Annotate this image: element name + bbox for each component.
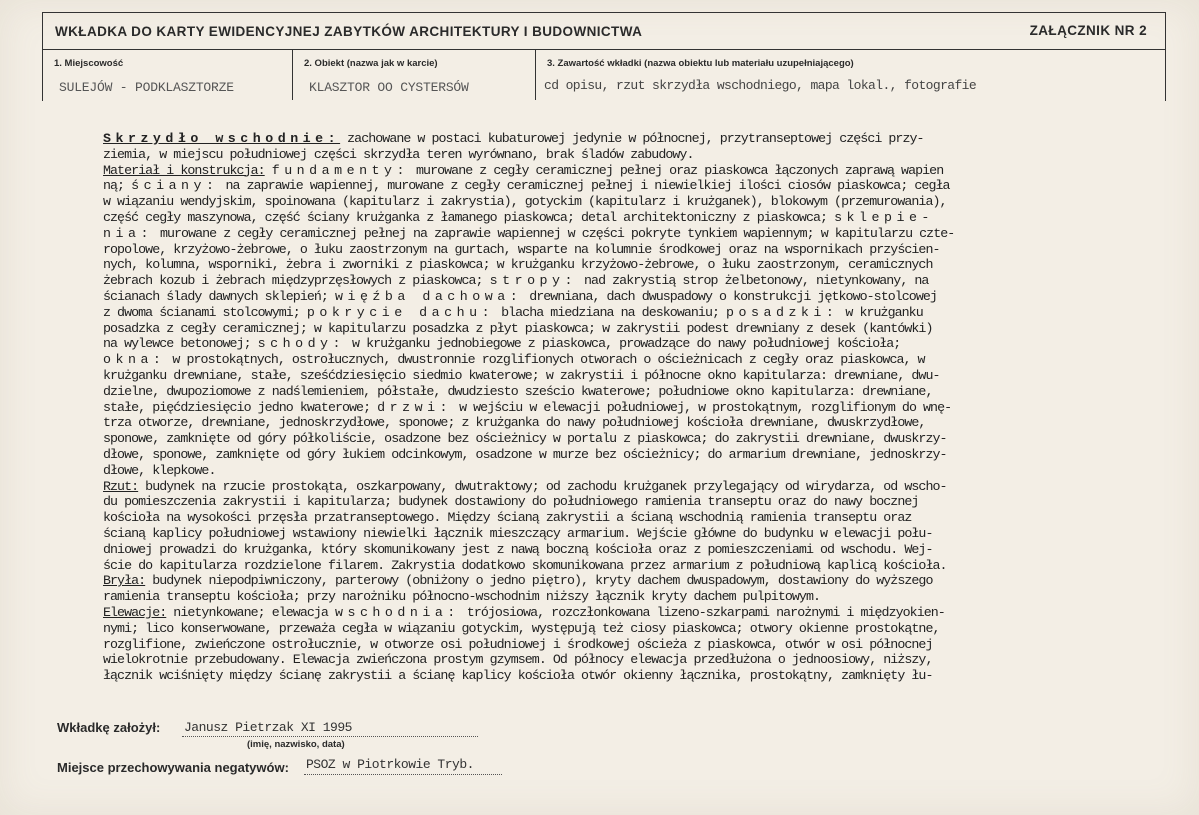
author-label: Wkładkę założył: xyxy=(57,720,161,735)
text-segment: nad zakrystią strop żelbetonowy, nietynkowany, na xyxy=(576,273,929,289)
section-heading-material: Materiał i konstrukcja: xyxy=(103,162,265,178)
text-line: ropolowe, krzyżowo-żebrowe, o łuku zaostrzonym na gurtach, wsparte na kolumnie środkowej oraz na wspornikach przyścien- xyxy=(103,241,940,257)
text-segment: murowane z cegły ceramicznej pełnej oraz piaskowca łączonych zaprawą wapien xyxy=(409,162,944,178)
storage-label: Miejsce przechowywania negatywów: xyxy=(57,760,289,775)
text-segment: trójosiowa, rozczłonkowana lizeno-szkarpami narożnymi i międzyokien- xyxy=(459,604,945,620)
storage-dotted-line xyxy=(304,774,502,775)
annex-number: ZAŁĄCZNIK NR 2 xyxy=(1029,23,1147,38)
text-line xyxy=(103,305,1103,321)
text-line xyxy=(103,178,1103,194)
text-segment: nietynkowane; elewacja xyxy=(166,604,335,620)
contents-value: cd opisu, rzut skrzydła wschodniego, mapa lokal., fotografie xyxy=(544,78,977,93)
text-line: ramienia transeptu kościoła; przy narożniku północno-wschodnim niższy łącznik kryty dachem pulpitowym. xyxy=(103,589,821,605)
text-segment: budynek niepodpiwniczony, parterowy (obniżony o jedno piętro), kryty dachem dwuspadowym, dostawiony do wyższego xyxy=(145,573,933,589)
place-label: 1. Miejscowość xyxy=(54,58,124,69)
text-segment: część cegły maszynowa, część ściany krużganka z łamanego piaskowca; detal architektoniczny z piaskowca; xyxy=(103,209,835,225)
text-segment: blacha miedziana na deskowaniu; xyxy=(494,304,727,320)
text-line xyxy=(103,336,1103,352)
term-ceilings: stropy: xyxy=(489,273,577,289)
text-segment: w wejściu w elewacji południowej, w prostokątnym, rozglifionym do wnę- xyxy=(452,399,952,415)
text-line: krużganku drewniane, stałe, sześćdziesięcio siedmio kwaterowe; w zakrystii i północne okno kapitularza: drewniane, dwu- xyxy=(103,367,940,383)
text-segment: w krużganku jednobiegowe z piaskowca, prowadzące do nawy południowej kościoła; xyxy=(345,336,901,352)
text-segment: ścianach ślady dawnych sklepień; xyxy=(103,288,335,304)
text-line xyxy=(103,479,1103,495)
form-header xyxy=(43,13,1165,50)
text-line xyxy=(103,573,1103,589)
text-segment: w prostokątnych, ostrołucznych, dwustronnie rozglifionych otworach o ościeżnicach z cegły oraz piaskowca, w xyxy=(165,352,925,368)
text-line: dłowe, sponowe, zamknięte od góry łukiem odcinkowym, osadzone w murze bez ościeżnicy; do armarium drewniane, jednoskrzy- xyxy=(103,446,947,462)
text-line xyxy=(103,131,1103,147)
section-heading-east-wing: Skrzydło wschodnie: xyxy=(103,131,341,146)
term-walls: ściany: xyxy=(131,178,219,194)
term-roofing: pokrycie dachu: xyxy=(306,304,495,320)
text-line: kościoła na wysokości przęsła przatranseptowego. Między ścianą zakrystii a ścianą wschodnią ramienia transeptu oraz xyxy=(103,510,912,526)
text-line: trza otworze, drewniane, jednoskrzydłowe, sponowe; z krużganka do nawy południowej kościoła drewniane, dwuskrzydłowe, xyxy=(103,415,926,431)
text-line xyxy=(103,289,1103,305)
section-heading-plan: Rzut: xyxy=(103,478,139,494)
form-fields-row xyxy=(43,50,1165,100)
text-line: wielokrotnie przebudowany. Elewacja zwieńczona prostym gzymsem. Od północy elewacja przedłużona o jednoosiowy, niższy, xyxy=(103,652,933,668)
text-line xyxy=(103,400,1103,416)
term-stairs: schody: xyxy=(257,336,346,352)
text-segment: na zaprawie wapiennej, murowane z cegły ceramicznej pełnej i niewielkiej ilości ciosów piaskowca; cegła xyxy=(218,178,950,194)
text-segment: budynek na rzucie prostokąta, oszkarpowany, dwutraktowy; od zachodu krużganek przylegający od wirydarza, od wscho- xyxy=(138,478,947,494)
text-segment: na wylewce betonowej; xyxy=(103,336,258,352)
term-east-elevation: wschodnia: xyxy=(334,604,460,620)
form-title: WKŁADKA DO KARTY EWIDENCYJNEJ ZABYTKÓW ARCHITEKTURY I BUDOWNICTWA xyxy=(55,24,643,39)
text-line: ście do kapitularza rozdzielone filarem. Zakrystia dodatkowo skomunikowana przez armarium z południową kaplicą kościoła. xyxy=(103,557,947,573)
object-field xyxy=(292,50,536,100)
text-segment: w krużganku xyxy=(838,304,923,320)
text-line xyxy=(103,226,1103,242)
object-value: KLASZTOR OO CYSTERSÓW xyxy=(309,80,469,95)
text-line xyxy=(103,605,1103,621)
term-roof-truss: więźba dachowa: xyxy=(334,288,523,304)
place-value: SULEJÓW - PODKLASZTORZE xyxy=(59,80,234,95)
object-label: 2. Obiekt (nazwa jak w karcie) xyxy=(304,58,438,69)
text-segment: ną; xyxy=(103,178,132,194)
text-line: du pomieszczenia zakrystii i kapitularza; budynek dostawiony do południowego ramienia transeptu oraz do nawy bocznej xyxy=(103,494,919,510)
author-hint: (imię, nazwisko, data) xyxy=(247,739,345,750)
text-line: w wiązaniu wendyjskim, spoinowana (kapitularz i zakrystia), gotyckim (kapitularz i krużganek), blokowym (przemurowania), xyxy=(103,194,947,210)
description-text xyxy=(103,131,1103,684)
text-line xyxy=(103,163,1103,179)
contents-field xyxy=(535,50,1165,100)
term-floors: posadzki: xyxy=(726,304,839,320)
term-vaults-cont: nia: xyxy=(103,225,153,241)
place-field xyxy=(43,50,292,100)
text-line: posadzka z cegły ceramicznej; w kapitularzu posadzka z płyt piaskowca; w zakrystii podest drewniany z desek (kantówki) xyxy=(103,320,933,336)
text-line: ziemia, w miejscu południowej części skrzydła teren wyrównano, brak śladów zabudowy. xyxy=(103,146,694,162)
text-segment: z dwoma ścianami stolcowymi; xyxy=(103,304,307,320)
term-vaults: sklepie- xyxy=(834,209,934,225)
term-foundations: fundamenty: xyxy=(271,162,409,178)
text-line xyxy=(103,352,1103,368)
text-line: sponowe, zamknięte od góry półkoliście, osadzone bez ościeżnicy w portalu z piaskowca; do zakrystii drewniane, dwuskrzy- xyxy=(103,431,947,447)
text-line: nych, kolumna, wsporniki, żebra i zworniki z piaskowca; w krużganku krzyżowo-żebrowe, o łuku zaostrzonym, ceramicznych xyxy=(103,257,933,273)
author-value: Janusz Pietrzak XI 1995 xyxy=(184,720,352,735)
text-line: dniowej prowadzi do krużganka, który skomunikowany jest z nawą boczną kościoła oraz z pomieszczeniami od wschodu. Wej- xyxy=(103,541,933,557)
section-heading-elevations: Elewacje: xyxy=(103,604,167,620)
text-line xyxy=(103,273,1103,289)
form-header-frame xyxy=(42,12,1166,101)
text-line: nymi; lico konserwowane, przeważa cegła w wiązaniu gotyckim, występują też ciosy piaskowca; otwory okienne prostokątne, xyxy=(103,620,940,636)
text-line: łącznik wciśnięty między ścianę zakrystii a ścianę kaplicy kościoła otwór okienny łącznika, prostokątny, zamknięty łu- xyxy=(103,668,933,684)
text-line: dłowe, klepkowe. xyxy=(103,462,216,478)
text-line xyxy=(103,210,1103,226)
text-segment: drewniana, dach dwuspadowy o konstrukcji jętkowo-stolcowej xyxy=(522,288,937,304)
section-heading-massing: Bryła: xyxy=(103,573,146,589)
text-segment: stałe, pięćdziesięcio jedno kwaterowe; xyxy=(103,399,378,415)
term-windows: okna: xyxy=(103,352,166,368)
storage-value: PSOZ w Piotrkowie Tryb. xyxy=(306,757,474,772)
text-line: dzielne, dwupoziomowe z nadślemieniem, półstałe, dwudziesto sześcio kwaterowe; południowe okno kapitularza: drewniane, xyxy=(103,383,933,399)
contents-label: 3. Zawartość wkładki (nazwa obiektu lub materiału uzupełniającego) xyxy=(547,58,854,69)
text-segment: zachowane w postaci kubaturowej jedynie w północnej, przytranseptowej części przy- xyxy=(340,131,924,146)
text-segment: żebrach kozub i żebrach międzyprzęsłowych z piaskowca; xyxy=(103,273,490,289)
text-line: ścianą kaplicy południowej wstawiony niewielki łącznik mieszczący armarium. Wejście główne do budynku w elewacji połu- xyxy=(103,525,933,541)
text-segment: murowane z cegły ceramicznej pełnej na zaprawie wapiennej w części pokryte tynkiem wapiennym; w kapitularzu czte- xyxy=(152,225,955,241)
text-line: rozglifione, zwieńczone ostrołucznie, w otworze osi południowej i środkowej ościeża z piaskowca, otwór w osi północnej xyxy=(103,636,933,652)
term-doors: drzwi: xyxy=(377,399,453,415)
author-dotted-line xyxy=(182,736,478,737)
